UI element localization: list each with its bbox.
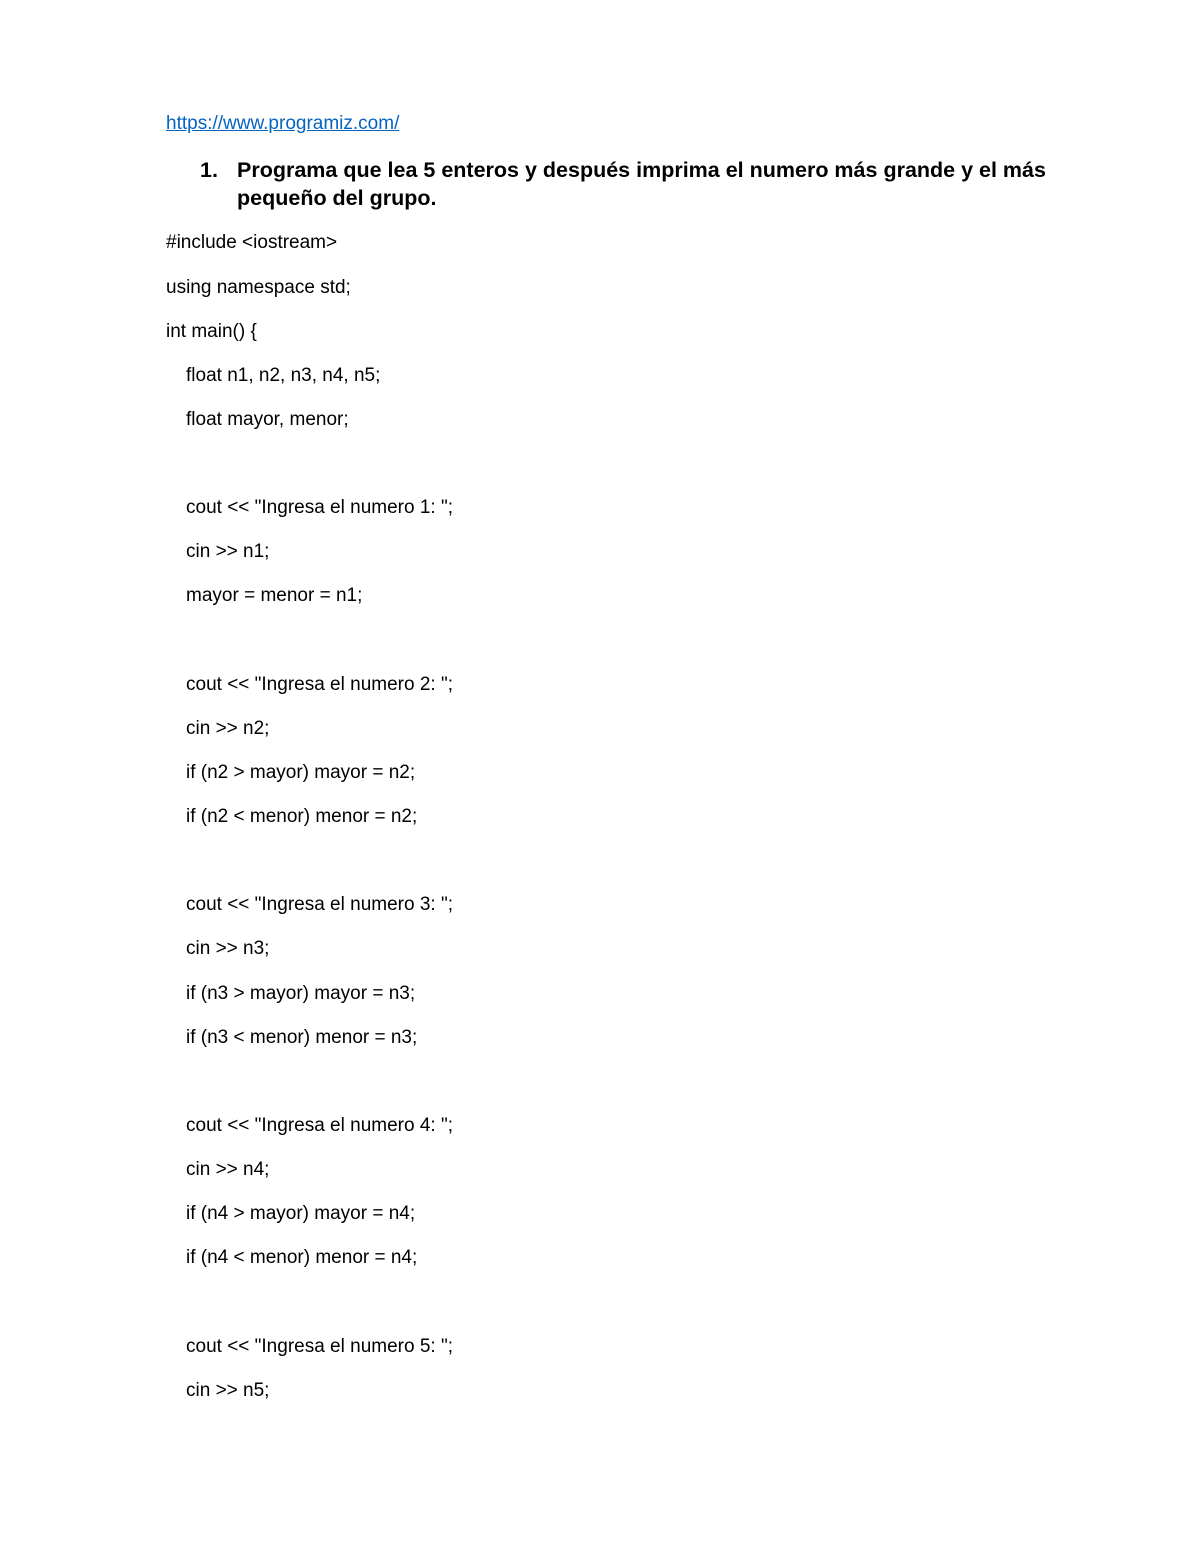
programiz-link[interactable]: https://www.programiz.com/: [166, 113, 400, 134]
exercise-number: 1.: [200, 158, 218, 182]
code-line: if (n3 < menor) menor = n3;: [186, 1027, 418, 1048]
code-line: cout << "Ingresa el numero 4: ";: [186, 1115, 453, 1136]
code-line: float mayor, menor;: [186, 409, 349, 430]
code-line: cout << "Ingresa el numero 2: ";: [186, 674, 453, 695]
code-line: if (n4 < menor) menor = n4;: [186, 1247, 418, 1268]
code-line: int main() {: [166, 321, 257, 342]
code-line: if (n2 < menor) menor = n2;: [186, 806, 418, 827]
code-line: #include <iostream>: [166, 232, 338, 253]
code-line: cout << "Ingresa el numero 5: ";: [186, 1336, 453, 1357]
code-line: using namespace std;: [166, 277, 351, 298]
code-line: mayor = menor = n1;: [186, 585, 363, 606]
code-line: if (n3 > mayor) mayor = n3;: [186, 983, 416, 1004]
code-line: if (n4 > mayor) mayor = n4;: [186, 1203, 416, 1224]
code-line: cin >> n3;: [186, 938, 270, 959]
code-line: cin >> n1;: [186, 541, 270, 562]
code-line: cin >> n4;: [186, 1159, 270, 1180]
exercise-heading: [200, 156, 1060, 212]
code-line: cin >> n2;: [186, 718, 270, 739]
code-line: cout << "Ingresa el numero 1: ";: [186, 497, 453, 518]
exercise-statement: Programa que lea 5 enteros y después imprima el numero más grande y el más pequeño del grupo.: [237, 158, 1046, 210]
code-line: cin >> n5;: [186, 1380, 270, 1401]
code-line: float n1, n2, n3, n4, n5;: [186, 365, 381, 386]
code-line: cout << "Ingresa el numero 3: ";: [186, 894, 453, 915]
code-line: if (n2 > mayor) mayor = n2;: [186, 762, 416, 783]
